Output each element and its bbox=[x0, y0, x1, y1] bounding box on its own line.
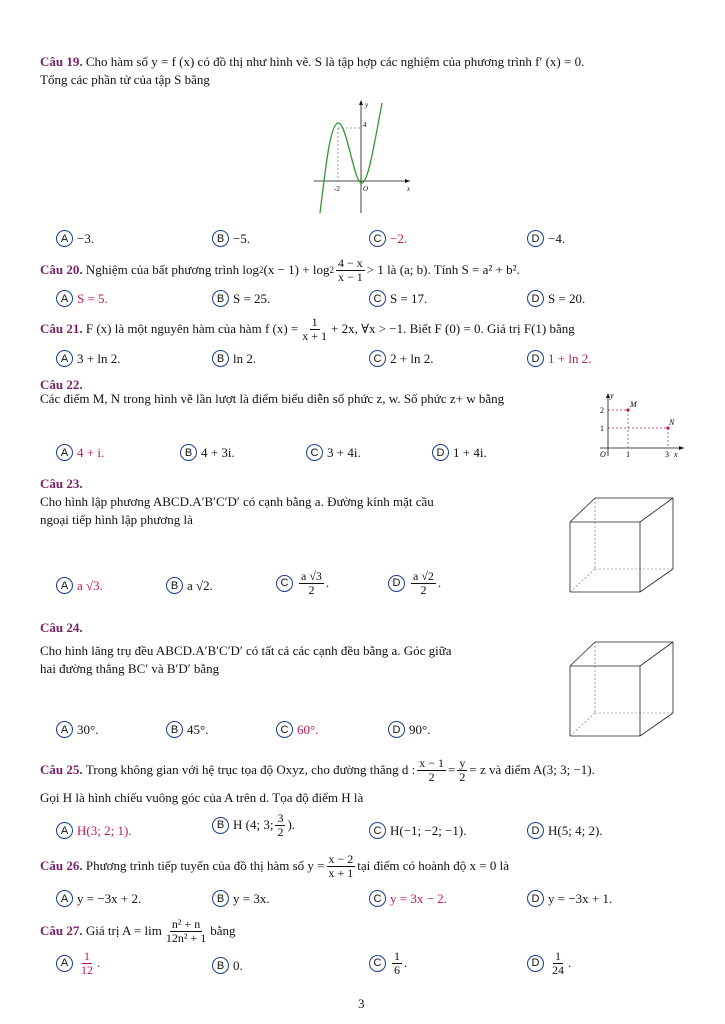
q27-line1: Câu 27. Giá trị A = lim $\frac{\text{n² + n}}{\text{12n² + 1}}$ bằng bbox=[40, 917, 236, 945]
q19-option-b[interactable]: B −5. bbox=[212, 230, 250, 247]
q22-line1: Các điểm M, N trong hình vẽ lần lượt là điểm biểu diễn số phức z, w. Số phức z+ w bằng bbox=[40, 391, 505, 406]
option-circle: D bbox=[432, 444, 449, 461]
option-circle: A bbox=[56, 290, 73, 307]
option-circle: A bbox=[56, 444, 73, 461]
q19-curve bbox=[320, 103, 382, 213]
q20-line1: Câu 20. Nghiệm của bất phương trình log 2 (x − 1) + log 2 $\frac{4 - x}{x - 1}$ > 1 là (a; b). Tính S = a² + b². bbox=[40, 256, 520, 284]
q23-d-fraction: $\frac{a √2}{2}$ bbox=[413, 569, 434, 597]
q21-option-d[interactable]: D 1 + ln 2. bbox=[527, 350, 591, 367]
q19-text: Cho hàm số y = f (x) có đồ thị như hình vẽ. S là tập hợp các nghiệm của phương trình f′ (x) = 0. bbox=[85, 54, 585, 69]
q27-a-fraction: $\frac{1}{12}$ bbox=[81, 949, 93, 977]
q23-line2: ngoại tiếp hình lập phương là bbox=[40, 512, 193, 527]
q22-figure bbox=[590, 390, 690, 460]
q26-fraction: $\frac{x - 2}{x + 1}$ bbox=[328, 852, 354, 880]
option-circle: C bbox=[369, 890, 386, 907]
q22-option-c[interactable]: C 3 + 4i. bbox=[306, 444, 361, 461]
q26-option-d[interactable]: D y = −3x + 1. bbox=[527, 890, 612, 907]
q23-edge bbox=[640, 498, 673, 522]
q21-option-a[interactable]: A 3 + ln 2. bbox=[56, 350, 120, 367]
option-circle: B bbox=[212, 230, 229, 247]
q25-title: Câu 25. bbox=[40, 762, 83, 778]
q25-line2: Gọi H là hình chiếu vuông góc của A trên d. Tọa độ điểm H là bbox=[40, 790, 364, 805]
q24-title: Câu 24. bbox=[40, 620, 83, 635]
q19-label-neg2: -2 bbox=[334, 185, 340, 193]
option-circle: C bbox=[369, 350, 386, 367]
q20-option-d[interactable]: D S = 20. bbox=[527, 290, 585, 307]
q23-line1: Cho hình lập phương ABCD.A′B′C′D′ có cạnh bằng a. Đường kính mặt cầu bbox=[40, 494, 434, 509]
q22-tick-1y: 1 bbox=[600, 424, 604, 433]
option-circle: A bbox=[56, 721, 73, 738]
q27-option-c[interactable] bbox=[369, 950, 407, 976]
option-circle: B bbox=[212, 957, 229, 974]
q24-line1: Cho hình lăng trụ đều ABCD.A′B′C′D′ có tất cả các cạnh đều bằng a. Góc giữa bbox=[40, 643, 452, 658]
q21-option-b[interactable]: B ln 2. bbox=[212, 350, 256, 367]
option-circle: D bbox=[527, 290, 544, 307]
option-circle: B bbox=[166, 721, 183, 738]
option-circle: C bbox=[306, 444, 323, 461]
q23-edge bbox=[570, 498, 595, 522]
option-circle: B bbox=[212, 817, 229, 834]
q26-option-b[interactable]: B y = 3x. bbox=[212, 890, 270, 907]
q19-line2: Tổng các phần tử của tập S bằng bbox=[40, 72, 210, 87]
q25-option-b[interactable]: B H (4; 3; $\frac{3}{2}$ ). bbox=[212, 812, 295, 838]
q19-option-c[interactable]: C −2. bbox=[369, 230, 407, 247]
option-circle: B bbox=[212, 890, 229, 907]
q27-option-b[interactable]: B 0. bbox=[212, 957, 243, 974]
option-circle: A bbox=[56, 577, 73, 594]
q25-fraction-1: $\frac{x - 1}{2}$ bbox=[419, 756, 445, 784]
q23-cube bbox=[560, 492, 685, 604]
option-circle: C bbox=[369, 955, 386, 972]
q19-y-arrow bbox=[359, 100, 363, 105]
option-circle: C bbox=[369, 290, 386, 307]
option-circle: C bbox=[369, 230, 386, 247]
option-circle: D bbox=[527, 822, 544, 839]
q21-option-c[interactable]: C 2 + ln 2. bbox=[369, 350, 433, 367]
q20-option-a[interactable]: A S = 5. bbox=[56, 290, 108, 307]
option-circle: B bbox=[212, 290, 229, 307]
q27-option-a[interactable] bbox=[56, 950, 100, 976]
option-circle: D bbox=[388, 721, 405, 738]
period: . bbox=[404, 955, 408, 971]
q22-label-x: x bbox=[674, 450, 678, 459]
q23-c-fraction: $\frac{a √3}{2}$ bbox=[301, 569, 322, 597]
q19-origin: O bbox=[363, 185, 369, 193]
option-circle: A bbox=[56, 955, 73, 972]
option-circle: C bbox=[276, 575, 293, 592]
q24-option-d[interactable]: D 90°. bbox=[388, 721, 430, 738]
q27-fraction: $\frac{\text{n² + n}}{\text{12n² + 1}}$ bbox=[165, 917, 207, 945]
q22-tick-3: 3 bbox=[665, 450, 669, 459]
q24-hidden-edge bbox=[570, 713, 595, 736]
q22-option-d[interactable]: D 1 + 4i. bbox=[432, 444, 487, 461]
q25-option-d[interactable]: D H(5; 4; 2). bbox=[527, 822, 603, 839]
q21-title: Câu 21. bbox=[40, 321, 83, 337]
q22-label-n: N bbox=[669, 418, 675, 427]
q19-title: Câu 19. bbox=[40, 54, 83, 69]
q25-fraction-2: $\frac{y}{2}$ bbox=[459, 756, 466, 784]
q21-fraction: $\frac{1}{x + 1}$ bbox=[302, 315, 328, 343]
q24-title-line bbox=[40, 620, 83, 636]
option-circle: C bbox=[276, 721, 293, 738]
q24-edge bbox=[570, 642, 595, 666]
q24-edge bbox=[640, 642, 673, 666]
q20-fraction: $\frac{4 - x}{x - 1}$ bbox=[337, 256, 363, 284]
q27-title: Câu 27. bbox=[40, 923, 83, 939]
option-circle: B bbox=[166, 577, 183, 594]
q23-option-b[interactable]: B a √2. bbox=[166, 577, 213, 594]
q23-edge bbox=[640, 569, 673, 592]
equals: = bbox=[448, 762, 456, 778]
option-circle: B bbox=[180, 444, 197, 461]
q19-x-arrow bbox=[405, 179, 410, 183]
q19-y-label: y bbox=[365, 101, 369, 109]
period: . bbox=[325, 575, 330, 591]
q25-option-a[interactable]: A H(3; 2; 1). bbox=[56, 822, 132, 839]
q22-label-y: y bbox=[610, 391, 614, 400]
option-circle: C bbox=[369, 822, 386, 839]
q19-x-label: x bbox=[407, 185, 411, 193]
q21-line1: Câu 21. F (x) là một nguyên hàm của hàm f (x) = $\frac{1}{x + 1}$ + 2x, ∀x > −1. Biết F (0) = 0. Giá trị F(1) bằng bbox=[40, 315, 575, 343]
q26-option-c[interactable]: C y = 3x − 2. bbox=[369, 890, 447, 907]
q23-option-c[interactable] bbox=[276, 570, 329, 596]
option-circle: A bbox=[56, 350, 73, 367]
q24-option-b[interactable]: B 45°. bbox=[166, 721, 208, 738]
option-circle: A bbox=[56, 230, 73, 247]
q20-option-c[interactable]: C S = 17. bbox=[369, 290, 427, 307]
option-circle: D bbox=[527, 230, 544, 247]
period: . bbox=[97, 955, 101, 971]
q22-option-a[interactable]: A 4 + i. bbox=[56, 444, 104, 461]
option-circle: A bbox=[56, 890, 73, 907]
q22-option-b[interactable]: B 4 + 3i. bbox=[180, 444, 235, 461]
q22-label-o: O bbox=[600, 450, 606, 459]
q23-title: Câu 23. bbox=[40, 476, 83, 491]
q22-tick-2y: 2 bbox=[600, 406, 604, 415]
q23-hidden-edge bbox=[570, 569, 595, 592]
q22-title: Câu 22. bbox=[40, 377, 83, 392]
q19-line1 bbox=[40, 54, 584, 70]
q23-title-line bbox=[40, 476, 83, 492]
q27-d-fraction: $\frac{1}{24}$ bbox=[552, 949, 564, 977]
q24-option-c[interactable]: C 60°. bbox=[276, 721, 318, 738]
option-circle: A bbox=[56, 822, 73, 839]
q26-option-a[interactable]: A y = −3x + 2. bbox=[56, 890, 141, 907]
q23-option-d[interactable] bbox=[388, 570, 441, 596]
q24-line2: hai đường thẳng BC′ và B′D′ bằng bbox=[40, 661, 220, 676]
period: . bbox=[568, 955, 572, 971]
page-number: 3 bbox=[358, 996, 365, 1011]
q19-graph bbox=[310, 95, 415, 217]
q26-title: Câu 26. bbox=[40, 858, 83, 874]
period: . bbox=[437, 575, 442, 591]
q23-option-a[interactable]: A a √3. bbox=[56, 577, 103, 594]
q25-line1: Câu 25. Trong không gian với hệ trục tọa độ Oxyz, cho đường thẳng d : $\frac{x - 1}{2}$ = $\frac{y}{2}$ = z và điểm A(3; 3; −1). bbox=[40, 756, 595, 784]
q22-x-arrow bbox=[679, 446, 684, 450]
q22-label-m: M bbox=[630, 400, 637, 409]
q19-option-d[interactable]: D −4. bbox=[527, 230, 565, 247]
q19-label-4: 4 bbox=[363, 121, 367, 129]
option-circle: D bbox=[527, 350, 544, 367]
q24-prism bbox=[560, 636, 685, 748]
option-circle: B bbox=[212, 350, 229, 367]
q19-option-a[interactable]: A −3. bbox=[56, 230, 94, 247]
q26-line1: Câu 26. Phương trình tiếp tuyến của đồ thị hàm số y = $\frac{x - 2}{x + 1}$ tại điểm có hoành độ x = 0 là bbox=[40, 852, 510, 880]
q25-option-c[interactable]: C H(−1; −2; −1). bbox=[369, 822, 467, 839]
q20-title: Câu 20. bbox=[40, 262, 83, 278]
q25-b-fraction: $\frac{3}{2}$ bbox=[277, 811, 284, 839]
q27-c-fraction: $\frac{1}{6}$ bbox=[394, 949, 400, 977]
q24-option-a[interactable]: A 30°. bbox=[56, 721, 98, 738]
q20-option-b[interactable]: B S = 25. bbox=[212, 290, 270, 307]
q27-option-d[interactable] bbox=[527, 950, 571, 976]
option-circle: D bbox=[388, 575, 405, 592]
q22-tick-1: 1 bbox=[626, 450, 630, 459]
option-circle: D bbox=[527, 955, 544, 972]
option-circle: D bbox=[527, 890, 544, 907]
q24-edge bbox=[640, 713, 673, 736]
